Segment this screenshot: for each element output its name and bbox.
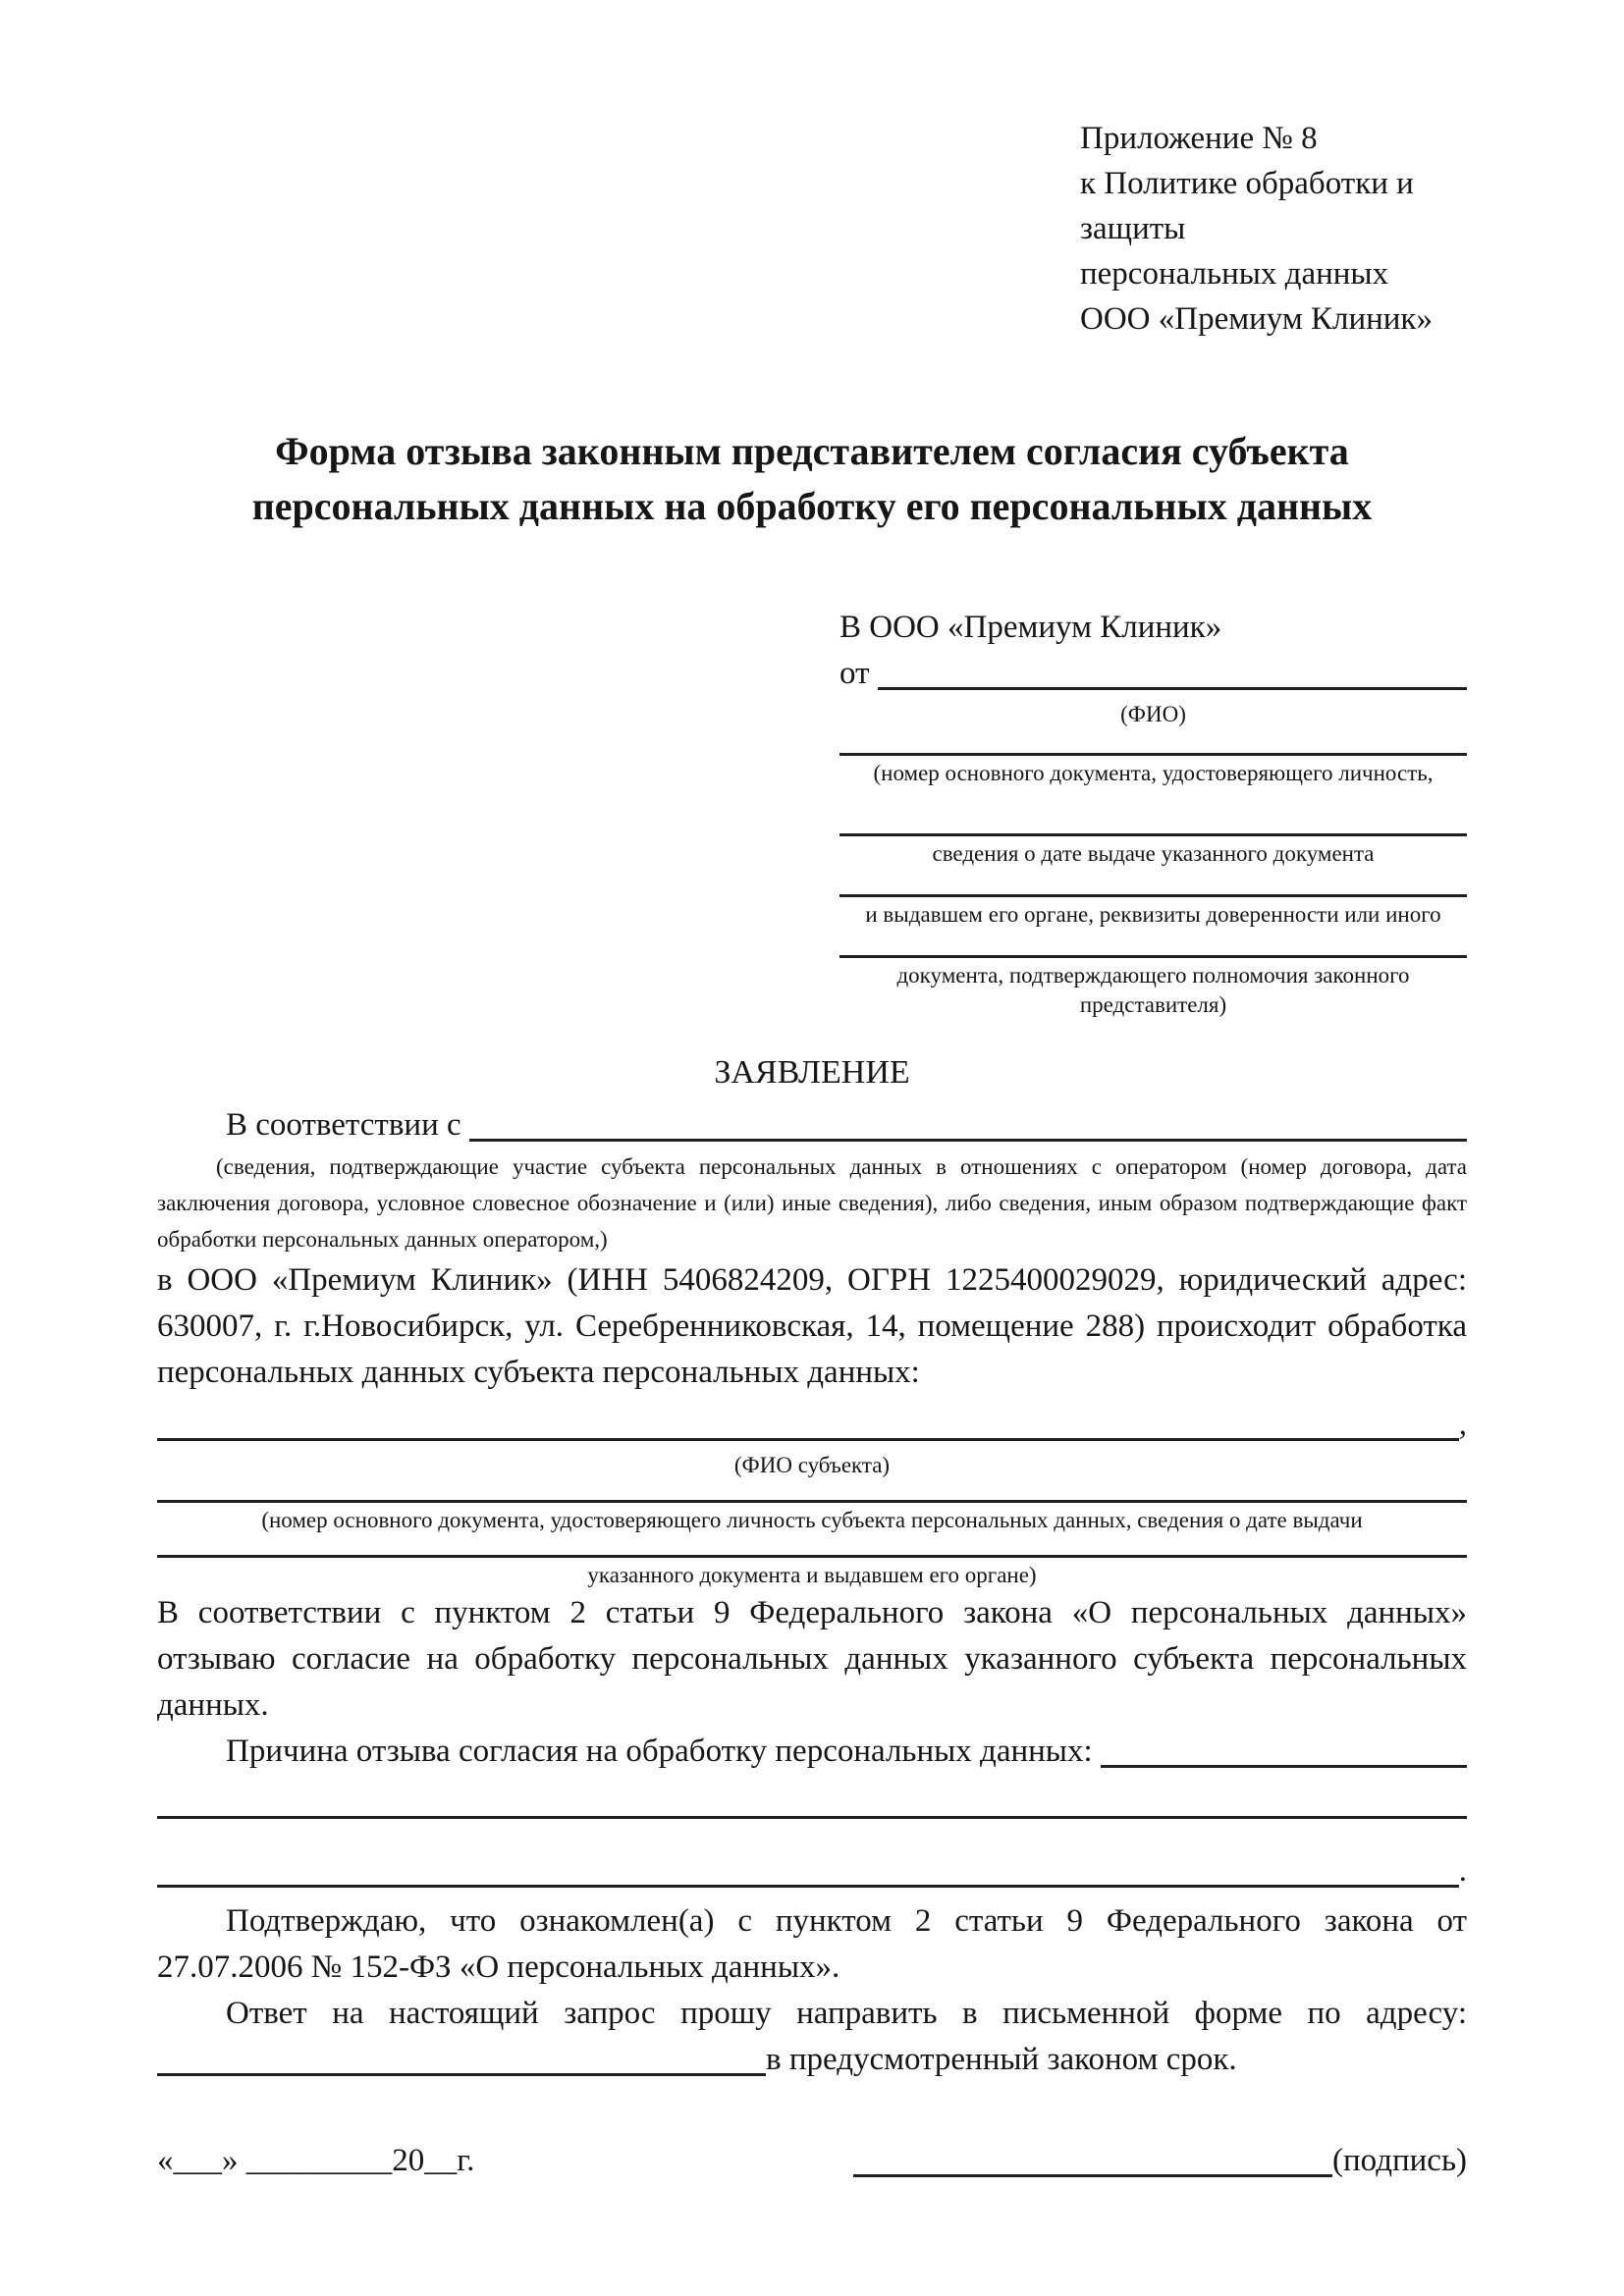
- operator-paragraph: в ООО «Премиум Клиник» (ИНН 5406824209, ОГРН 1225400029029, юридический адрес: 630007, г. г.Новосибирск, ул. Серебренниковская, 14, помещение 288) происходит обработка персональных данных субъекта персональных данных:: [157, 1262, 1467, 1390]
- from-label: от: [839, 656, 878, 691]
- subject-doc-caption: (номер основного документа, удостоверяющего личность субъекта персональных данных, сведения о дате выдачи: [261, 1508, 1363, 1532]
- subject-fio-blank-line: [157, 1438, 1459, 1441]
- subject-fio-row: [157, 1402, 1467, 1448]
- appendix-note-line: к Политике обработки и защиты: [1080, 166, 1414, 246]
- document-title: [157, 424, 1467, 534]
- trailing-comma: ,: [1458, 1407, 1467, 1442]
- trailing-period: .: [1458, 1853, 1467, 1889]
- appendix-note: [1080, 116, 1467, 342]
- subject-doc-field: [157, 1555, 1467, 1590]
- reply-paragraph: Ответ на настоящий запрос прошу направить в письменной форме по адресу:: [226, 1996, 1467, 2031]
- addressee-block: [839, 605, 1467, 1020]
- fio-caption: (ФИО): [1120, 702, 1186, 726]
- intro-label: В соответствии с: [226, 1107, 469, 1143]
- addressee-field: [839, 833, 1467, 869]
- intro-blank-line: [469, 1139, 1467, 1142]
- date-line: «___» _________20__г.: [157, 2143, 475, 2178]
- subject-doc-caption: указанного документа и выдавшем его органе): [587, 1563, 1037, 1587]
- document-title-line: персональных данных на обработку его персональных данных: [251, 484, 1373, 528]
- appendix-note-line: персональных данных: [1080, 256, 1389, 292]
- reply-address-row: [157, 2037, 1467, 2083]
- footer-row: [157, 2138, 1467, 2184]
- addressee-field: [839, 955, 1467, 1020]
- reply-address-blank-line: [157, 2073, 766, 2076]
- signature-blank-line: [853, 2174, 1332, 2177]
- addressee-from-row: [839, 651, 1467, 697]
- statement-heading: ЗАЯВЛЕНИЕ: [714, 1054, 910, 1091]
- subject-doc-field: [157, 1500, 1467, 1535]
- appendix-note-line: ООО «Премиум Клиник»: [1080, 301, 1433, 337]
- blank-line: [157, 1816, 1467, 1819]
- from-blank-line: [878, 687, 1467, 690]
- intro-caption: (сведения, подтверждающие участие субъекта персональных данных в отношениях с оператором (номер договора, дата заключения договора, условное словесное обозначение и (или) иные сведения), либо сведения, иным образом подтверждающие факт обработки персональных данных оператором,): [157, 1154, 1467, 1252]
- field-caption: (номер основного документа, удостоверяющего личность,: [873, 761, 1434, 785]
- document-title-line: Форма отзыва законным представителем согласия субъекта: [275, 429, 1349, 473]
- addressee-field: [839, 894, 1467, 930]
- field-caption: документа, подтверждающего полномочия законного представителя): [896, 963, 1410, 1017]
- reason-label: Причина отзыва согласия на обработку персональных данных:: [226, 1734, 1101, 1769]
- subject-fio-caption: (ФИО субъекта): [733, 1453, 891, 1477]
- field-caption: и выдавшем его органе, реквизиты доверенности или иного: [865, 902, 1441, 927]
- blank-line: [157, 1885, 1459, 1888]
- reason-blank-line: [1101, 1765, 1467, 1768]
- addressee-to: В ООО «Премиум Клиник»: [839, 610, 1222, 645]
- withdrawal-paragraph: В соответствии с пунктом 2 статьи 9 Федерального закона «О персональных данных» отзываю согласие на обработку персональных данных указанного субъекта персональных данных.: [157, 1595, 1467, 1723]
- reply-suffix: в предусмотренный законом срок.: [766, 2042, 1237, 2077]
- field-caption: сведения о дате выдаче указанного документа: [932, 841, 1375, 866]
- intro-row: [157, 1102, 1467, 1148]
- appendix-note-line: Приложение № 8: [1080, 121, 1318, 156]
- addressee-field: [839, 753, 1467, 788]
- confirmation-paragraph: Подтверждаю, что ознакомлен(а) с пунктом 2 статьи 9 Федерального закона от 27.07.2006 № 152-ФЗ «О персональных данных».: [157, 1903, 1467, 1985]
- blank-row: [157, 1848, 1467, 1895]
- signature-caption: (подпись): [1332, 2143, 1467, 2178]
- signature-block: [853, 2138, 1467, 2184]
- reason-row: [157, 1729, 1467, 1775]
